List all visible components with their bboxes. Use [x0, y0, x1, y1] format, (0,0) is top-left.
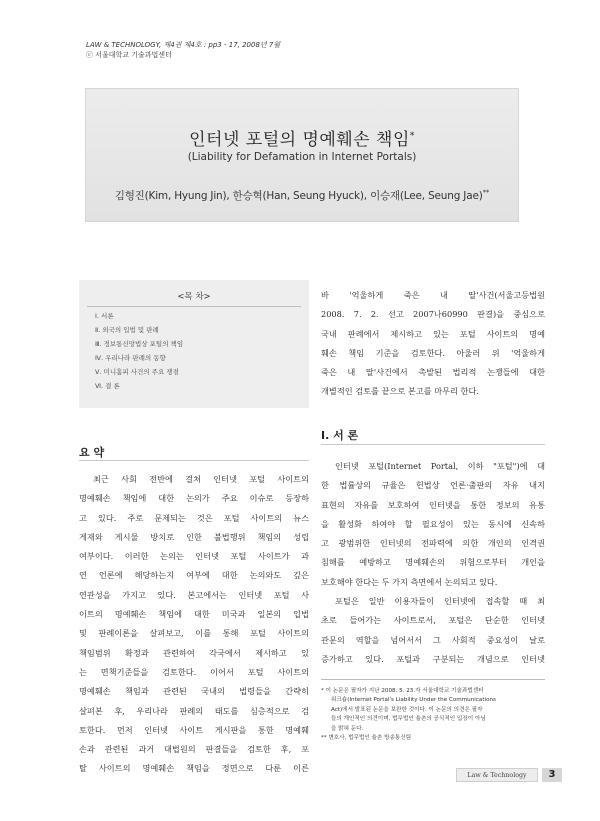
summary-line: 토한다. 먼저 인터넷 사이트 게시판을 통한 명예훼 — [79, 724, 309, 735]
toc-item[interactable]: Ⅰ. 서론 — [95, 312, 114, 320]
intro-line: 증가하고 있다. 포털과 구분되는 개념으로 인터넷 — [321, 653, 545, 664]
paper-title-english: (Liability for Defamation in Internet Portals) — [187, 151, 417, 163]
summary-line: 2008. 7. 2. 선고 2007나60990 판결)을 중심으로 — [321, 309, 545, 320]
summary-line: 이트의 명예훼손 책임에 대한 미국과 일본의 입법 — [79, 609, 309, 620]
introduction-paragraph-1 — [321, 457, 545, 592]
summary-line: 살펴본 후, 우리나라 판례의 태도를 심층적으로 검 — [79, 705, 309, 716]
toc-item[interactable]: Ⅵ. 결 론 — [95, 382, 120, 390]
footnotes — [321, 679, 545, 743]
summary-line: 최근 사회 전반에 걸쳐 인터넷 포털 사이트의 — [93, 474, 309, 484]
summary-line: 명예훼손 책임에 대한 논의가 주요 이슈로 등장하 — [79, 493, 309, 504]
summary-line: 손과 관련된 과거 대법원의 판결들을 검토한 후, 포 — [79, 744, 309, 755]
summary-line: 는 면책기준들을 검토한다. 이어서 포털 사이트의 — [79, 666, 309, 677]
toc-item[interactable]: Ⅲ. 정보통신망법상 포털의 책임 — [95, 340, 184, 348]
summary-line: 고 있다. 주로 문제되는 것은 포털 사이트의 뉴스 — [79, 512, 309, 523]
summary-line: 바 '억울하게 죽은 내 딸'사건(서울고등법원 — [321, 290, 545, 300]
title-block — [85, 88, 519, 222]
intro-line: 한 법률상의 규율은 헌법상 언론·출판의 자유 내지 — [321, 480, 545, 491]
intro-line: 침해를 예방하고 명예훼손의 위험으로부터 개인을 — [321, 557, 545, 568]
footer-journal-label: Law & Technology — [456, 768, 538, 782]
toc-item[interactable]: Ⅳ. 우리나라 판례의 동향 — [95, 354, 166, 362]
intro-line: 관문의 역할을 넘어서서 그 사회적 중요성이 날로 — [321, 634, 545, 645]
footnote-line: * 이 논문은 필자가 지난 2008. 5. 23.자 서울대학교 기술과법센터 — [321, 688, 484, 694]
footnote-line: 들의 개인적인 의견이며, 법무법인 율촌의 공식적인 입장이 아님 — [331, 716, 486, 723]
intro-line: 표현의 자유를 보호하여 인터넷을 통한 정보의 유통 — [321, 499, 545, 510]
intro-line: 보호해야 한다는 두 가지 측면에서 논의되고 있다. — [321, 576, 498, 587]
intro-line: 초로 들어가는 사이트로서, 포털은 단순한 인터넷 — [321, 615, 545, 626]
introduction-heading: Ⅰ. 서 론 — [321, 429, 359, 442]
journal-citation: LAW & TECHNOLOGY, 제4권 제4호 : pp3 - 17, 2008년 7월 — [86, 41, 281, 49]
title-footnote-mark[interactable]: * — [409, 131, 415, 142]
summary-line: 죽은 내 딸'사건에서 촉발된 법리적 논쟁들에 대한 — [321, 367, 545, 378]
summary-line: 탈 사이트의 명예훼손 책임을 정면으로 다룬 이른 — [79, 763, 309, 774]
author-names: 김형진(Kim, Hyung Jin), 한승혁(Han, Seung Hyuck), 이승재(Lee, Seung Jae) — [114, 190, 483, 202]
summary-line: 연관성을 가지고 있다. 본고에서는 인터넷 포털 사 — [79, 589, 309, 600]
footnote-line: 워크숍(Internet Portal's Liability Under the Communications — [331, 697, 496, 704]
intro-line: 인터넷 포털(Internet Portal, 이하 "포털")에 대 — [335, 461, 545, 471]
summary-heading: 요 약 — [79, 446, 105, 459]
summary-line: 책임범위 확정과 관련하여 각국에서 제시하고 있 — [79, 647, 309, 658]
toc-item[interactable]: Ⅴ. 미니홈피 사건의 주요 쟁점 — [95, 368, 179, 376]
toc-item[interactable]: Ⅱ. 외국의 입법 및 판례 — [95, 326, 159, 334]
summary-line: 여부이다. 이러한 논의는 인터넷 포털 사이트가 과 — [79, 551, 309, 562]
intro-line: 포털은 일반 이용자들이 인터넷에 접속할 때 최 — [335, 596, 545, 606]
summary-line: 국내 판례에서 제시하고 있는 포털 사이트의 명예 — [321, 328, 545, 339]
page-number: 3 — [542, 768, 562, 782]
toc-divider — [87, 306, 301, 307]
footnote-line: ** 변호사, 법무법인 율촌 방송통신팀 — [321, 735, 412, 742]
author-line — [86, 188, 518, 203]
intro-line: 을 활성화 하여야 할 필요성이 있는 동시에 신속하 — [321, 518, 545, 529]
author-footnote-mark[interactable]: ** — [482, 188, 490, 197]
copyright-notice: ⓒ 서울대학교 기술과법센터 — [86, 51, 172, 59]
paper-title-text: 인터넷 포털의 명예훼손 책임 — [189, 130, 410, 150]
summary-continuation — [321, 286, 545, 402]
summary-line: 훼손 책임 기준을 검토한다. 아울러 위 '억울하게 — [321, 347, 545, 358]
footnote-line: Act)에서 발표된 논문을 보완한 것이다. 이 논문의 의견은 필자 — [331, 706, 483, 713]
toc-list — [95, 309, 183, 393]
running-header — [86, 40, 280, 60]
footnote-line: 을 밝혀 둔다. — [331, 725, 364, 732]
introduction-divider — [321, 444, 545, 445]
summary-line: 게재와 게시물 방치로 인한 불법행위 책임의 성립 — [79, 531, 309, 542]
introduction-paragraph-2 — [321, 592, 545, 669]
table-of-contents — [79, 280, 309, 408]
summary-line: 명예훼손 책임과 관련된 국내의 법령들을 간략히 — [79, 686, 309, 697]
summary-line: 개별적인 검토를 끝으로 본고를 마무리 한다. — [321, 386, 479, 397]
summary-line: 및 판례이론을 살펴보고, 이를 통해 포털 사이트의 — [79, 628, 309, 639]
paper-title — [86, 125, 518, 150]
toc-title: <목 차> — [177, 292, 211, 302]
summary-paragraph — [79, 470, 309, 779]
summary-line: 연 언론에 해당하는지 여부에 대한 논의와도 깊은 — [79, 570, 309, 581]
intro-line: 고 광범위한 인터넷의 전파력에 의한 개인의 인격권 — [321, 538, 545, 549]
summary-divider — [79, 460, 309, 461]
